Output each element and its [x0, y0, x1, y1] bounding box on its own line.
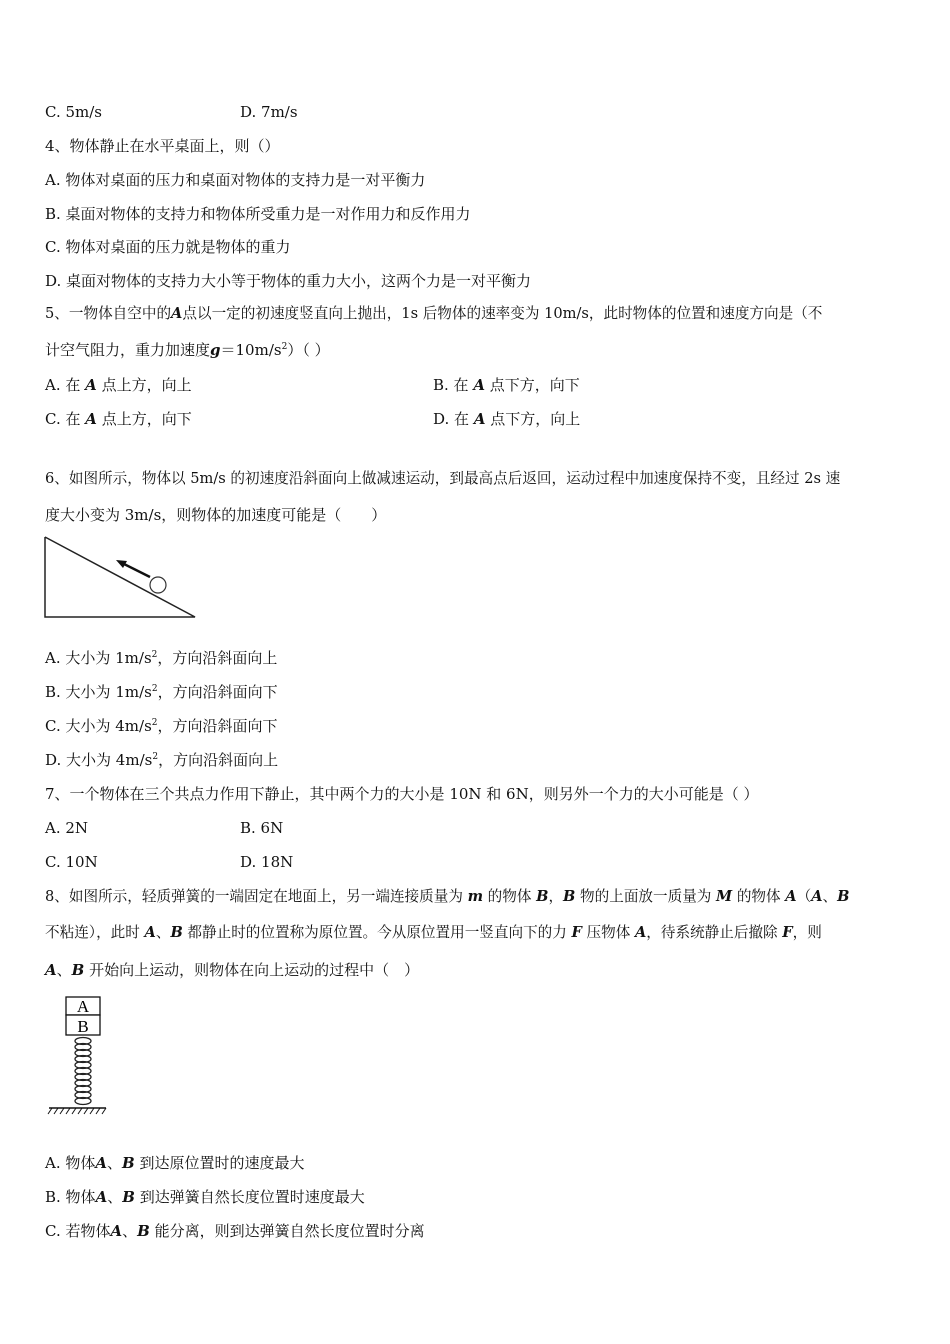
q5-option-b: B. 在 A 点下方，向下 [433, 376, 580, 394]
q4-option-a: A. 物体对桌面的压力和桌面对物体的支持力是一对平衡力 [45, 171, 426, 189]
q8-stem-line1: 8、如图所示，轻质弹簧的一端固定在地面上，另一端连接质量为 m 的物体 B，B 物的上面放一质量为 M 的物体 A（A、B [45, 888, 850, 905]
q3-option-d: D. 7m/s [240, 103, 298, 121]
q3-option-c: C. 5m/s [45, 103, 102, 121]
q7-option-a: A. 2N [45, 819, 89, 837]
q6-option-b: B. 大小为 $1m/s^2$，方向沿斜面向下 [45, 683, 278, 701]
q8-stem-line3: A、B 开始向上运动，则物体在向上运动的过程中（ ） [45, 961, 420, 979]
spring-blocks-diagram [44, 994, 114, 1118]
q6-option-a: A. 大小为 $1m/s^2$，方向沿斜面向上 [45, 649, 278, 667]
q4-option-c: C. 物体对桌面的压力就是物体的重力 [45, 238, 291, 256]
block-a-label: A [76, 997, 90, 1016]
incline-diagram [40, 532, 205, 624]
q6-stem-line1: 6、如图所示，物体以 5m/s 的初速度沿斜面向上做减速运动，到最高点后返回，运动过程中加速度保持不变，且经过 2s 速 [45, 470, 841, 487]
q8-stem-line2: 不粘连），此时 A、B 都静止时的位置称为原位置。今从原位置用一竖直向下的力 F 压物体 A，待系统静止后撤除 F，则 [45, 924, 822, 941]
q4-stem: 4、物体静止在水平桌面上，则（） [45, 137, 280, 155]
q4-option-b: B. 桌面对物体的支持力和物体所受重力是一对作用力和反作用力 [45, 205, 471, 223]
q4-option-d: D. 桌面对物体的支持力大小等于物体的重力大小，这两个力是一对平衡力 [45, 272, 532, 290]
q6-stem-line2: 度大小变为 3m/s，则物体的加速度可能是（ ） [45, 506, 387, 524]
q6-option-d: D. 大小为 $4m/s^2$，方向沿斜面向上 [45, 751, 279, 769]
q6-option-c: C. 大小为 $4m/s^2$，方向沿斜面向下 [45, 717, 278, 735]
q5-option-c: C. 在 A 点上方，向下 [45, 410, 192, 428]
block-b-label: B [77, 1017, 89, 1036]
q7-option-d: D. 18N [240, 853, 294, 871]
spring [75, 1038, 91, 1105]
q7-option-c: C. 10N [45, 853, 98, 871]
q5-stem-line2: 计空气阻力，重力加速度$g=10m/s^2$）（ ） [45, 341, 330, 359]
q5-stem-line1: 5、一物体自空中的A点以一定的初速度竖直向上抛出，1s 后物体的速率变为 10m/s，此时物体的位置和速度方向是（不 [45, 305, 823, 322]
ground-hatch [48, 1108, 106, 1114]
q8-option-a: A. 物体A、B 到达原位置时的速度最大 [45, 1154, 305, 1172]
q8-option-b: B. 物体A、B 到达弹簧自然长度位置时速度最大 [45, 1188, 365, 1206]
q5-option-d: D. 在 A 点下方，向上 [433, 410, 581, 428]
q7-option-b: B. 6N [240, 819, 284, 837]
q8-option-c: C. 若物体A、B 能分离，则到达弹簧自然长度位置时分离 [45, 1222, 425, 1240]
q7-stem: 7、一个物体在三个共点力作用下静止，其中两个力的大小是 10N 和 6N，则另外一个力的大小可能是（ ） [45, 785, 759, 803]
q5-option-a: A. 在 A 点上方，向上 [45, 376, 192, 394]
